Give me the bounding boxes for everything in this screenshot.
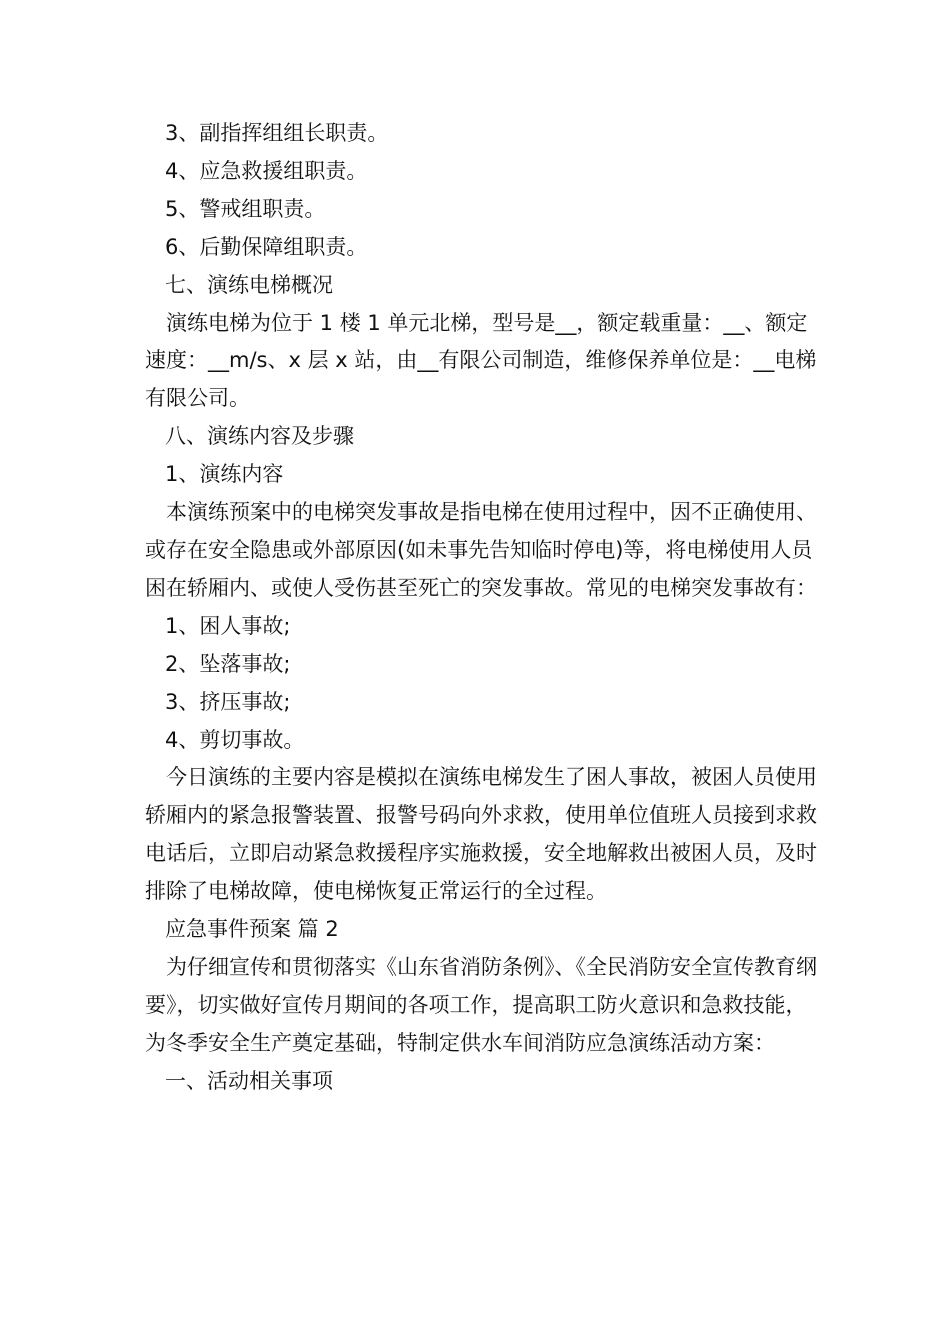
elevator-overview-paragraph: 演练电梯为位于 1 楼 1 单元北梯，型号是__，额定载重量：__、额定速度：__m/s、x 层 x 站，由__有限公司制造，维修保养单位是：__电梯有限公司。 [145, 310, 817, 411]
drill-main-content-paragraph: 今日演练的主要内容是模拟在演练电梯发生了困人事故，被困人员使用轿厢内的紧急报警装置、报警号码向外求救，使用单位值班人员接到求救电话后，立即启动紧急救援程序实施救援，安全地解救出被困人员，及时排除了电梯故障，使电梯恢复正常运行的全过程。 [145, 765, 817, 904]
section-heading-8: 八、演练内容及步骤 [165, 424, 354, 449]
paragraph-duty-5: 5、警戒组职责。 [165, 196, 326, 221]
plan-intro-paragraph: 为仔细宣传和贯彻落实《山东省消防条例》、《全民消防安全宣传教育纲要》，切实做好宣传月期间的各项工作，提高职工防火意识和急救技能，为冬季安全生产奠定基础，特制定供水车间消防应急演练活动方案： [145, 954, 817, 1055]
paragraph-duty-6: 6、后勤保障组职责。 [165, 234, 368, 259]
accident-item-2: 2、坠落事故; [165, 651, 291, 676]
accident-item-1: 1、困人事故; [165, 613, 291, 638]
paragraph-duty-4: 4、应急救援组职责。 [165, 158, 368, 183]
accident-item-4: 4、剪切事故。 [165, 727, 305, 752]
section-heading-1: 一、活动相关事项 [165, 1068, 333, 1093]
plan-title-2: 应急事件预案 篇 2 [165, 917, 339, 942]
section-heading-7: 七、演练电梯概况 [165, 272, 333, 297]
subsection-heading-1: 1、演练内容 [165, 462, 284, 487]
accident-item-3: 3、挤压事故; [165, 689, 291, 714]
paragraph-duty-3: 3、副指挥组组长职责。 [165, 121, 389, 145]
document-body [0, 115, 950, 1101]
drill-content-paragraph: 本演练预案中的电梯突发事故是指电梯在使用过程中，因不正确使用、或存在安全隐患或外部原因(如未事先告知临时停电)等，将电梯使用人员困在轿厢内、或使人受伤甚至死亡的突发事故。常见的电梯突发事故有： [145, 500, 817, 600]
